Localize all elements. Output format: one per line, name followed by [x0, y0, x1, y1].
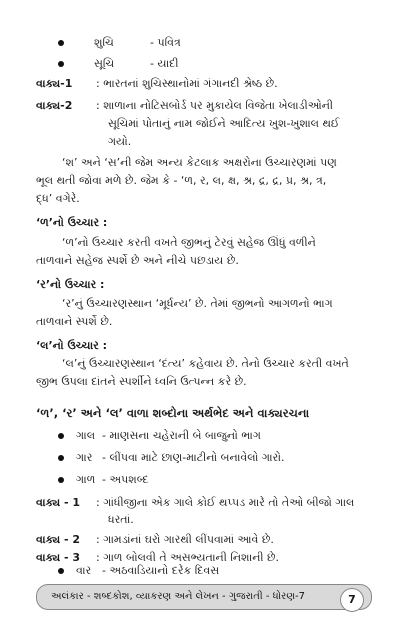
paragraph-line: ‘ળ’નો ઉચ્ચાર કરતી વખતે જીભનું ટેરવું સહેજ ઊંધું વળીને — [62, 236, 316, 249]
paragraph-line: દ્ધ’ વગેરે. — [36, 192, 80, 205]
list-item-word: વાર — [76, 564, 92, 577]
paragraph-line: જીભ ઉપલા દાંતને સ્પર્શીને ધ્વનિ ઉત્પન્ન કરે છે. — [36, 375, 247, 388]
page-number: 7 — [340, 588, 364, 612]
list-item-meaning: - પવિત્ર — [150, 36, 181, 49]
paragraph-line: તાળવાને સહેજ સ્પર્શે છે અને નીચે પછડાય છે. — [36, 254, 239, 267]
bullet — [58, 568, 64, 574]
section-heading: ‘ર’નો ઉચ્ચાર : — [36, 278, 105, 291]
list-item-meaning: - માણસના ચહેરાની બે બાજુનો ભાગ — [102, 429, 261, 442]
bullet — [58, 433, 64, 439]
section-heading: ‘લ’નો ઉચ્ચાર : — [36, 339, 108, 352]
list-item-word: ગાર — [76, 451, 93, 464]
footer-text: અલંકાર - શબ્દકોશ, વ્યાકરણ અને લેખન - ગુજરાતી - ધોરણ-7 — [51, 591, 306, 602]
sentence-label: વાક્ય - 2 — [36, 533, 81, 546]
sentence-text: સૂચિમાં પોતાનું નામ જોઈને આદિત્ય ખુશ-ખુશાલ થઈ — [108, 117, 340, 130]
list-item-word: ગાળ — [76, 473, 96, 486]
sentence-label: વાક્ય - 3 — [36, 551, 81, 564]
sentence-text: : ગાંધીજીના એક ગાલે કોઈ થપ્પડ મારે તો તેઓ બીજો ગાલ — [96, 496, 355, 509]
paragraph-line: ભૂલ થતી જોવા મળે છે. જેમ કે - ‘ળ, ર, લ, ક્ષ, શ્ર, દ્ર, દ્ર, પ્ર, શ્ર, ત્ર, — [36, 174, 327, 187]
sentence-label: વાક્ય-2 — [36, 99, 73, 112]
paragraph-line: ‘લ’નું ઉચ્ચારણસ્થાન ‘દંત્ય’ કહેવાય છે. તેનો ઉચ્ચાર કરતી વખતે — [62, 357, 349, 370]
bullet — [58, 61, 64, 67]
sentence-text: ગયો. — [108, 135, 132, 148]
list-item-meaning: - લીંપવા માટે છાણ-માટીનો બનાવેલો ગારો. — [102, 451, 285, 464]
section-title: ‘ળ’, ‘ર’ અને ‘લ’ વાળા શબ્દોના અર્થભેદ અને વાક્યરચના — [36, 406, 310, 420]
sentence-text: ધરતાં. — [108, 513, 134, 526]
list-item-meaning: - યાદી — [150, 57, 179, 70]
list-item-word: ગાલ — [76, 429, 96, 442]
sentence-text: : ગાળ બોલવી તે અસભ્યતાની નિશાની છે. — [96, 551, 280, 564]
paragraph-line: ‘શ’ અને ‘સ’ની જેમ અન્ય કેટલાક અક્ષરોના ઉચ્ચારણમાં પણ — [62, 156, 337, 169]
sentence-label: વાક્ય-1 — [36, 77, 73, 90]
list-item-meaning: - અઠવાડિયાનો દરેક દિવસ — [102, 564, 220, 577]
bullet — [58, 40, 64, 46]
bullet — [58, 455, 64, 461]
bullet — [58, 477, 64, 483]
paragraph-line: ‘ર’નું ઉચ્ચારણસ્થાન ‘મૂર્ધન્ય’ છે. તેમાં જીભનો આગળનો ભાગ — [62, 297, 333, 310]
list-item-word: શુચિ — [94, 36, 114, 49]
list-item-meaning: - અપશબ્દ — [102, 473, 149, 486]
list-item-word: સૂચિ — [94, 57, 115, 70]
sentence-text: : ગામડાંનાં ઘરો ગારથી લીંપવામાં આવે છે. — [96, 533, 274, 546]
sentence-text: : ભારતનાં શુચિસ્થાનોમાં ગંગાનદી શ્રેષ્ઠ છે. — [96, 77, 278, 90]
footer-bar — [36, 584, 372, 610]
section-heading: ‘ળ’નો ઉચ્ચાર : — [36, 216, 108, 229]
paragraph-line: તાળવાને સ્પર્શે છે. — [36, 315, 113, 328]
sentence-label: વાક્ય - 1 — [36, 496, 81, 509]
sentence-text: : શાળાના નોટિસબોર્ડ પર મુકાયેલ વિજેતા ખેલાડીઓની — [96, 99, 334, 112]
